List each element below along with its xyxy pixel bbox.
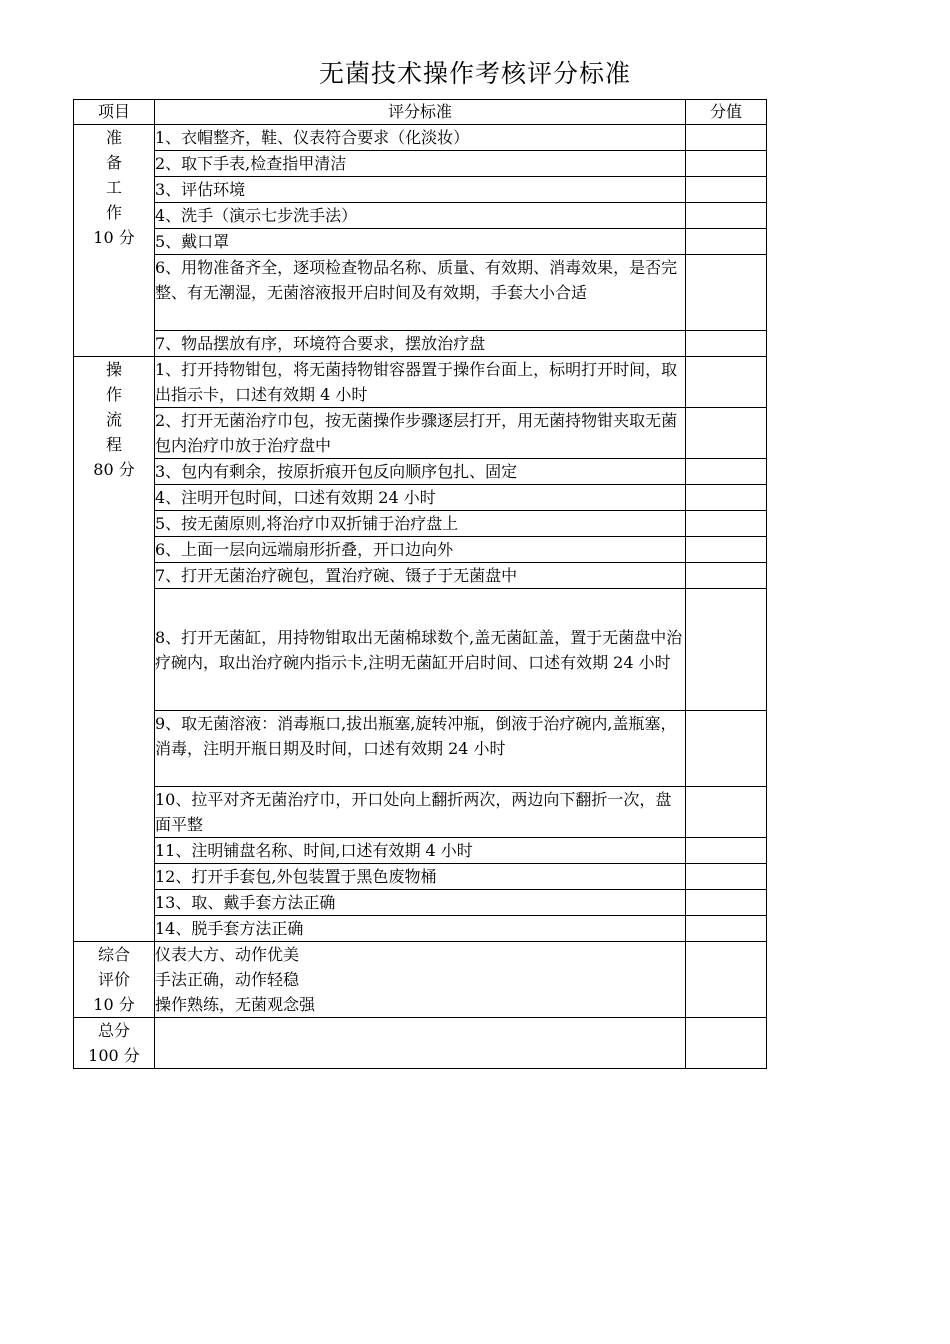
criterion-text: 3、包内有剩余，按原折痕开包反向顺序包扎、固定 — [155, 459, 686, 485]
table-row — [74, 916, 767, 942]
scoring-table — [73, 99, 767, 1069]
table-row — [74, 711, 767, 787]
section-label-line: 作 — [105, 203, 122, 222]
table-row — [74, 459, 767, 485]
score-cell — [686, 459, 767, 485]
criterion-text: 9、取无菌溶液：消毒瓶口,拔出瓶塞,旋转冲瓶，倒液于治疗碗内,盖瓶塞，消毒，注明开瓶日期及时间，口述有效期 24 小时 — [155, 711, 686, 787]
section-label-line: 总分 — [97, 1021, 130, 1040]
section-label-line: 流 — [105, 410, 122, 429]
section-label-line: 操 — [105, 360, 122, 379]
criterion-text: 7、打开无菌治疗碗包，置治疗碗、镊子于无菌盘中 — [155, 563, 686, 589]
criterion-text: 5、按无菌原则,将治疗巾双折铺于治疗盘上 — [155, 511, 686, 537]
table-row — [74, 890, 767, 916]
table-row — [74, 408, 767, 459]
score-cell — [686, 864, 767, 890]
criterion-text — [155, 942, 686, 1018]
criterion-text: 6、用物准备齐全，逐项检查物品名称、质量、有效期、消毒效果，是否完整、有无潮湿，无菌溶液报开启时间及有效期，手套大小合适 — [155, 255, 686, 331]
section-label-procedure — [74, 357, 155, 942]
score-cell — [686, 838, 767, 864]
table-row — [74, 864, 767, 890]
criterion-text: 4、洗手（演示七步洗手法） — [155, 203, 686, 229]
table-row — [74, 511, 767, 537]
section-label-line: 备 — [105, 153, 122, 172]
table-row — [74, 125, 767, 151]
table-row — [74, 787, 767, 838]
criterion-text: 2、打开无菌治疗巾包，按无菌操作步骤逐层打开，用无菌持物钳夹取无菌包内治疗巾放于治疗盘中 — [155, 408, 686, 459]
score-cell — [686, 203, 767, 229]
criterion-text: 2、取下手表,检查指甲清洁 — [155, 151, 686, 177]
score-cell — [686, 942, 767, 1018]
table-row — [74, 589, 767, 711]
table-row — [74, 942, 767, 1018]
section-label-total — [74, 1018, 155, 1069]
criterion-text: 10、拉平对齐无菌治疗巾，开口处向上翻折两次，两边向下翻折一次，盘面平整 — [155, 787, 686, 838]
section-label-line: 准 — [105, 128, 122, 147]
criterion-text: 7、物品摆放有序，环境符合要求，摆放治疗盘 — [155, 331, 686, 357]
section-label-line: 工 — [105, 178, 122, 197]
table-row — [74, 151, 767, 177]
score-cell — [686, 485, 767, 511]
score-cell — [686, 916, 767, 942]
score-cell — [686, 125, 767, 151]
score-cell — [686, 229, 767, 255]
section-label-line: 评价 — [97, 970, 130, 989]
criterion-text: 4、注明开包时间，口述有效期 24 小时 — [155, 485, 686, 511]
table-row — [74, 563, 767, 589]
score-cell — [686, 563, 767, 589]
section-label-line: 程 — [105, 435, 122, 454]
score-cell — [686, 408, 767, 459]
table-row — [74, 203, 767, 229]
score-cell — [686, 890, 767, 916]
score-cell — [686, 511, 767, 537]
table-row — [74, 255, 767, 331]
criterion-text: 5、戴口罩 — [155, 229, 686, 255]
table-row — [74, 229, 767, 255]
score-cell — [686, 255, 767, 331]
table-row — [74, 485, 767, 511]
table-row — [74, 838, 767, 864]
section-label-line: 80 分 — [93, 460, 135, 479]
section-label-overall — [74, 942, 155, 1018]
table-row — [74, 331, 767, 357]
criterion-text: 8、打开无菌缸，用持物钳取出无菌棉球数个,盖无菌缸盖，置于无菌盘中治疗碗内，取出治疗碗内指示卡,注明无菌缸开启时间、口述有效期 24 小时 — [155, 589, 686, 711]
header-score: 分值 — [686, 100, 767, 125]
criterion-text: 6、上面一层向远端扇形折叠，开口边向外 — [155, 537, 686, 563]
score-cell — [686, 537, 767, 563]
table-row — [74, 177, 767, 203]
criterion-text: 14、脱手套方法正确 — [155, 916, 686, 942]
criterion-line: 手法正确，动作轻稳 — [155, 970, 300, 989]
criterion-line: 操作熟练，无菌观念强 — [155, 995, 316, 1014]
table-row — [74, 1018, 767, 1069]
document-title: 无菌技术操作考核评分标准 — [318, 59, 631, 88]
criterion-line: 仪表大方、动作优美 — [155, 945, 300, 964]
criterion-text: 13、取、戴手套方法正确 — [155, 890, 686, 916]
criterion-text — [155, 1018, 686, 1069]
table-row — [74, 537, 767, 563]
criterion-text: 1、打开持物钳包，将无菌持物钳容器置于操作台面上，标明打开时间，取出指示卡，口述有效期 4 小时 — [155, 357, 686, 408]
score-cell — [686, 151, 767, 177]
header-item: 项目 — [74, 100, 155, 125]
section-label-line: 100 分 — [88, 1046, 140, 1065]
criterion-text: 1、衣帽整齐，鞋、仪表符合要求（化淡妆） — [155, 125, 686, 151]
header-criteria: 评分标准 — [155, 100, 686, 125]
score-cell — [686, 711, 767, 787]
score-cell — [686, 357, 767, 408]
header-row — [74, 100, 767, 125]
score-cell — [686, 787, 767, 838]
criterion-text: 12、打开手套包,外包装置于黑色废物桶 — [155, 864, 686, 890]
section-label-line: 10 分 — [93, 228, 135, 247]
score-cell — [686, 589, 767, 711]
section-label-line: 综合 — [97, 945, 130, 964]
score-cell — [686, 1018, 767, 1069]
section-label-line: 作 — [105, 385, 122, 404]
score-cell — [686, 331, 767, 357]
score-cell — [686, 177, 767, 203]
criterion-text: 3、评估环境 — [155, 177, 686, 203]
section-label-preparation — [74, 125, 155, 357]
table-row — [74, 357, 767, 408]
section-label-line: 10 分 — [93, 995, 135, 1014]
criterion-text: 11、注明铺盘名称、时间,口述有效期 4 小时 — [155, 838, 686, 864]
